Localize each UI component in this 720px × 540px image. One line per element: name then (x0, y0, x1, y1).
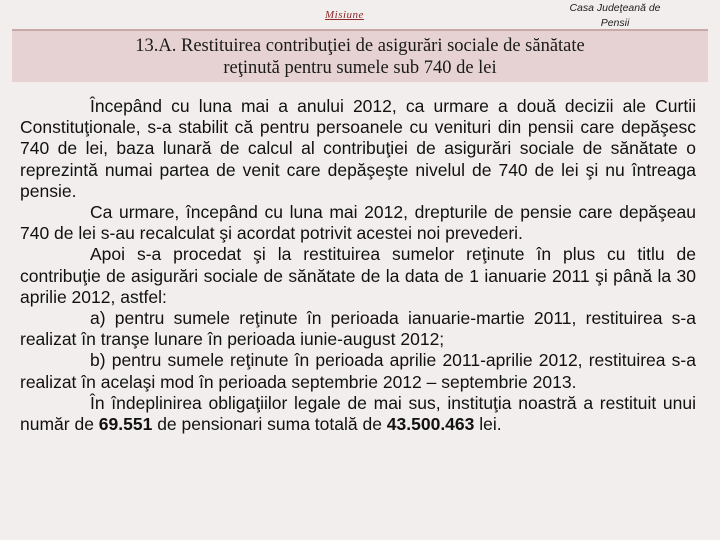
title-line1: 13.A. Restituirea contribuţiei de asigurări sociale de sănătate (135, 36, 585, 56)
paragraph-item-a: a) pentru sumele reţinute în perioada ianuarie-martie 2011, restituirea s-a realizat în tranşe lunare în perioada iunie-august 2012; (20, 308, 696, 350)
conclusion-text-1: În îndeplinirea obligaţiilor legale de mai sus, instituţia noastră a restituit unui număr de (20, 392, 696, 435)
org-name-line1: Casa Judeţeană de Pensii (569, 2, 661, 29)
paragraph-restitution: Apoi s-a procedat şi la restituirea sumelor reţinute în plus cu titlu de contribuţie de asigurări sociale de sănătate de la data de 1 ianuarie 2011 şi până la 30 aprilie 2012, astfel: (20, 244, 696, 307)
paragraph-item-b: b) pentru sumele reţinute în perioada aprilie 2011-aprilie 2012, restituirea s-a realizat în acelaşi mod în perioada septembrie 2012 – septembrie 2013. (20, 350, 696, 392)
pensioners-count: 69.551 (98, 414, 153, 435)
conclusion-text-3: lei. (474, 414, 502, 435)
paragraph-conclusion (20, 393, 696, 435)
paragraph-intro: Începând cu luna mai a anului 2012, ca urmare a două decizii ale Curtii Constituţionale, s-a stabilit că pentru persoanele cu venituri din pensii care depăşesc 740 de lei, baza lunară de calcul al contribuţiei de asigurări sociale de sănătate o reprezintă numai partea de venit care depăşeşte nivelul de 740 de lei şi nu întreaga pensie. (20, 96, 696, 201)
body-text (20, 96, 696, 435)
misiune-link[interactable]: Misiune (325, 9, 364, 21)
total-amount: 43.500.463 (386, 414, 475, 435)
page-title (12, 35, 708, 79)
conclusion-text-2: de pensionari suma totală de (152, 414, 387, 435)
paragraph-recalculation: Ca urmare, începând cu luna mai 2012, drepturile de pensie care depăşeau 740 de lei s-au recalculat şi acordat potrivit acestei noi prevederi. (20, 202, 696, 244)
title-line2: reţinută pentru sumele sub 740 de lei (223, 58, 497, 78)
